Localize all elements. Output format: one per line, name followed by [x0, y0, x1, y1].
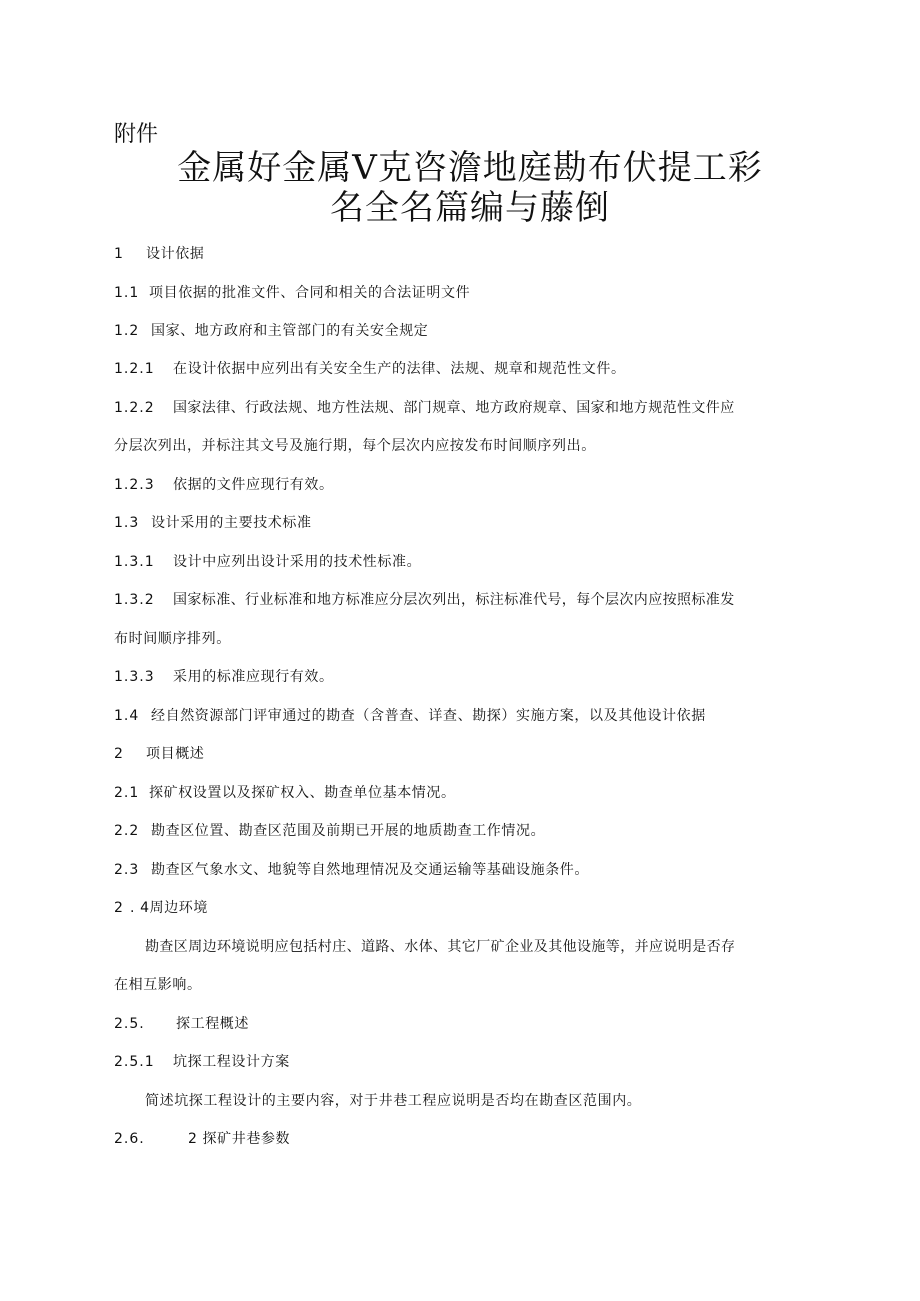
- section-1-4: [114, 706, 706, 726]
- document-title-line-2: 名全名篇编与藤倒: [330, 188, 610, 228]
- paragraph-text: 在相互影响。: [114, 977, 202, 993]
- section-number: 1.2.3: [114, 477, 155, 493]
- paragraph-text: 勘查区周边环境说明应包括村庄、道路、水体、其它厂矿企业及其他设施等，并应说明是否存: [145, 939, 736, 955]
- section-2-5: [114, 1014, 249, 1034]
- section-number: 1.4: [114, 708, 140, 724]
- section-1-2-3: [114, 475, 334, 495]
- section-2-2: [114, 821, 545, 841]
- section-text: 探矿权设置以及探矿权入、勘查单位基本情况。: [149, 785, 456, 801]
- section-text: 勘查区位置、勘查区范围及前期已开展的地质勘查工作情况。: [151, 823, 546, 839]
- paragraph-surroundings-continued: [114, 975, 202, 995]
- section-number: 1: [114, 246, 124, 262]
- section-number: 2.6.: [114, 1131, 145, 1147]
- paragraph-text: 简述坑探工程设计的主要内容，对于井巷工程应说明是否均在勘查区范围内。: [145, 1093, 642, 1109]
- section-text: 国家、地方政府和主管部门的有关安全规定: [151, 323, 429, 339]
- section-text: 设计依据: [146, 246, 205, 262]
- section-text: 设计中应列出设计采用的技术性标准。: [173, 554, 422, 570]
- paragraph-pit-exploration: [145, 1091, 641, 1111]
- section-text: 2 探矿井巷参数: [188, 1131, 291, 1147]
- section-number: 2.5.: [114, 1016, 145, 1032]
- section-text: 采用的标准应现行有效。: [173, 669, 334, 685]
- section-number: 2: [114, 746, 124, 762]
- section-number: 1.3.1: [114, 554, 155, 570]
- section-number: 2.5.1: [114, 1054, 155, 1070]
- section-number: 1.2.1: [114, 361, 155, 377]
- section-text: 国家法律、行政法规、地方性法规、部门规章、地方政府规章、国家和地方规范性文件应: [173, 400, 735, 416]
- section-1-1: [114, 283, 470, 303]
- section-text: 经自然资源部门评审通过的勘查（含普查、详查、勘探）实施方案，以及其他设计依据: [151, 708, 706, 724]
- section-1-2-2: [114, 398, 735, 418]
- section-number: 1.2: [114, 323, 140, 339]
- section-number: 1.3.2: [114, 592, 155, 608]
- section-1-3: [114, 513, 312, 533]
- section-1-3-1: [114, 552, 421, 572]
- paragraph-surroundings: [145, 937, 735, 957]
- section-number: 2.3: [114, 862, 140, 878]
- section-number: 1.3: [114, 515, 140, 531]
- section-2-heading: [114, 744, 204, 764]
- section-2-5-1: [114, 1052, 290, 1072]
- attachment-label: 附件: [114, 122, 159, 147]
- section-number: 2.1: [114, 785, 140, 801]
- section-1-2: [114, 321, 428, 341]
- section-text: 项目依据的批准文件、合同和相关的合法证明文件: [149, 285, 471, 301]
- section-text: . 4周边环境: [130, 900, 209, 916]
- section-text: 分层次列出，并标注其文号及施行期，每个层次内应按发布时间顺序列出。: [114, 438, 596, 454]
- section-number: 2: [114, 900, 124, 916]
- section-text: 设计采用的主要技术标准: [151, 515, 312, 531]
- section-text: 国家标准、行业标准和地方标准应分层次列出，标注标准代号，每个层次内应按照标准发: [173, 592, 735, 608]
- section-2-6: [114, 1129, 290, 1149]
- section-text: 布时间顺序排列。: [114, 631, 231, 647]
- section-1-3-2-continued: [114, 629, 231, 649]
- document-title-line-1: 金属好金属V克咨澹地庭勘布伏提工彩: [177, 148, 763, 188]
- section-number: 1.3.3: [114, 669, 155, 685]
- section-1-3-3: [114, 667, 334, 687]
- section-text: 项目概述: [146, 746, 205, 762]
- section-text: 在设计依据中应列出有关安全生产的法律、法规、规章和规范性文件。: [173, 361, 626, 377]
- section-2-4: [114, 898, 208, 918]
- section-text: 勘查区气象水文、地貌等自然地理情况及交通运输等基础设施条件。: [151, 862, 589, 878]
- section-1-3-2: [114, 590, 735, 610]
- section-2-3: [114, 860, 589, 880]
- section-text: 依据的文件应现行有效。: [173, 477, 334, 493]
- section-text: 坑探工程设计方案: [173, 1054, 290, 1070]
- section-1-2-2-continued: [114, 436, 596, 456]
- section-1-2-1: [114, 359, 626, 379]
- section-number: 1.2.2: [114, 400, 155, 416]
- section-number: 1.1: [114, 285, 140, 301]
- section-1-heading: [114, 244, 204, 264]
- section-2-1: [114, 783, 456, 803]
- section-text: 探工程概述: [176, 1016, 249, 1032]
- section-number: 2.2: [114, 823, 140, 839]
